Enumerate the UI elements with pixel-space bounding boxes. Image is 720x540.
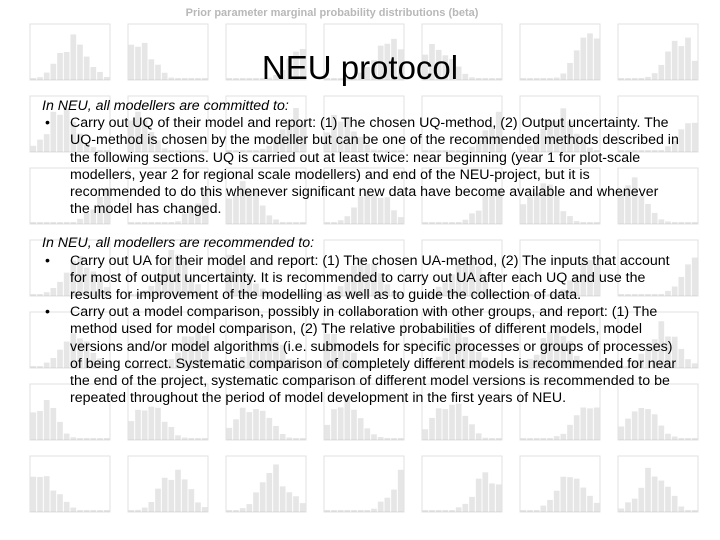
bullet-list bbox=[42, 253, 682, 408]
bullet-list bbox=[42, 115, 682, 218]
bullet-item: • Carry out UQ of their model and report: (1) The chosen UQ-method, (2) Output uncertainty. The UQ-method is chosen by the modeller but can be one of the recommended methods described in the following sections. UQ is carried out at least twice: near beginning (year 1 for plot-scale modellers, year 2 for regional scale modellers) and end of the NEU-project, but it is recommended to do this whenever significant new data have become available and whenever the model has changed. bbox=[42, 115, 682, 218]
section-intro: In NEU, all modellers are committed to: bbox=[42, 98, 289, 114]
background-figure-title: Prior parameter marginal probability distributions (beta) bbox=[185, 7, 479, 19]
bullet-item: • Carry out UA for their model and report: (1) The chosen UA-method, (2) The inputs that account for most of output uncertainty. It is recommended to carry out UA after each UQ and use the results for improvement of the modelling as well as to guide the collection of data. bbox=[42, 253, 682, 305]
bullet-item: • Carry out a model comparison, possibly in collaboration with other groups, and report: (1) The method used for model comparison, (2) The relative probabilities of different models, model versions and/or model algorithms (i.e. submodels for specific processes or groups of processes) of being correct. Systematic comparison of completely different models is recommended for near the end of the project, systematic comparison of different model versions is recommended to be repeated throughout the period of model development in the first years of NEU. bbox=[42, 304, 682, 407]
section-intro: In NEU, all modellers are recommended to: bbox=[42, 235, 315, 252]
slide-content bbox=[42, 98, 682, 407]
section-recommended bbox=[42, 235, 682, 407]
slide-title: NEU protocol bbox=[261, 49, 459, 86]
section-committed bbox=[42, 98, 682, 218]
section-spacer bbox=[42, 218, 682, 235]
